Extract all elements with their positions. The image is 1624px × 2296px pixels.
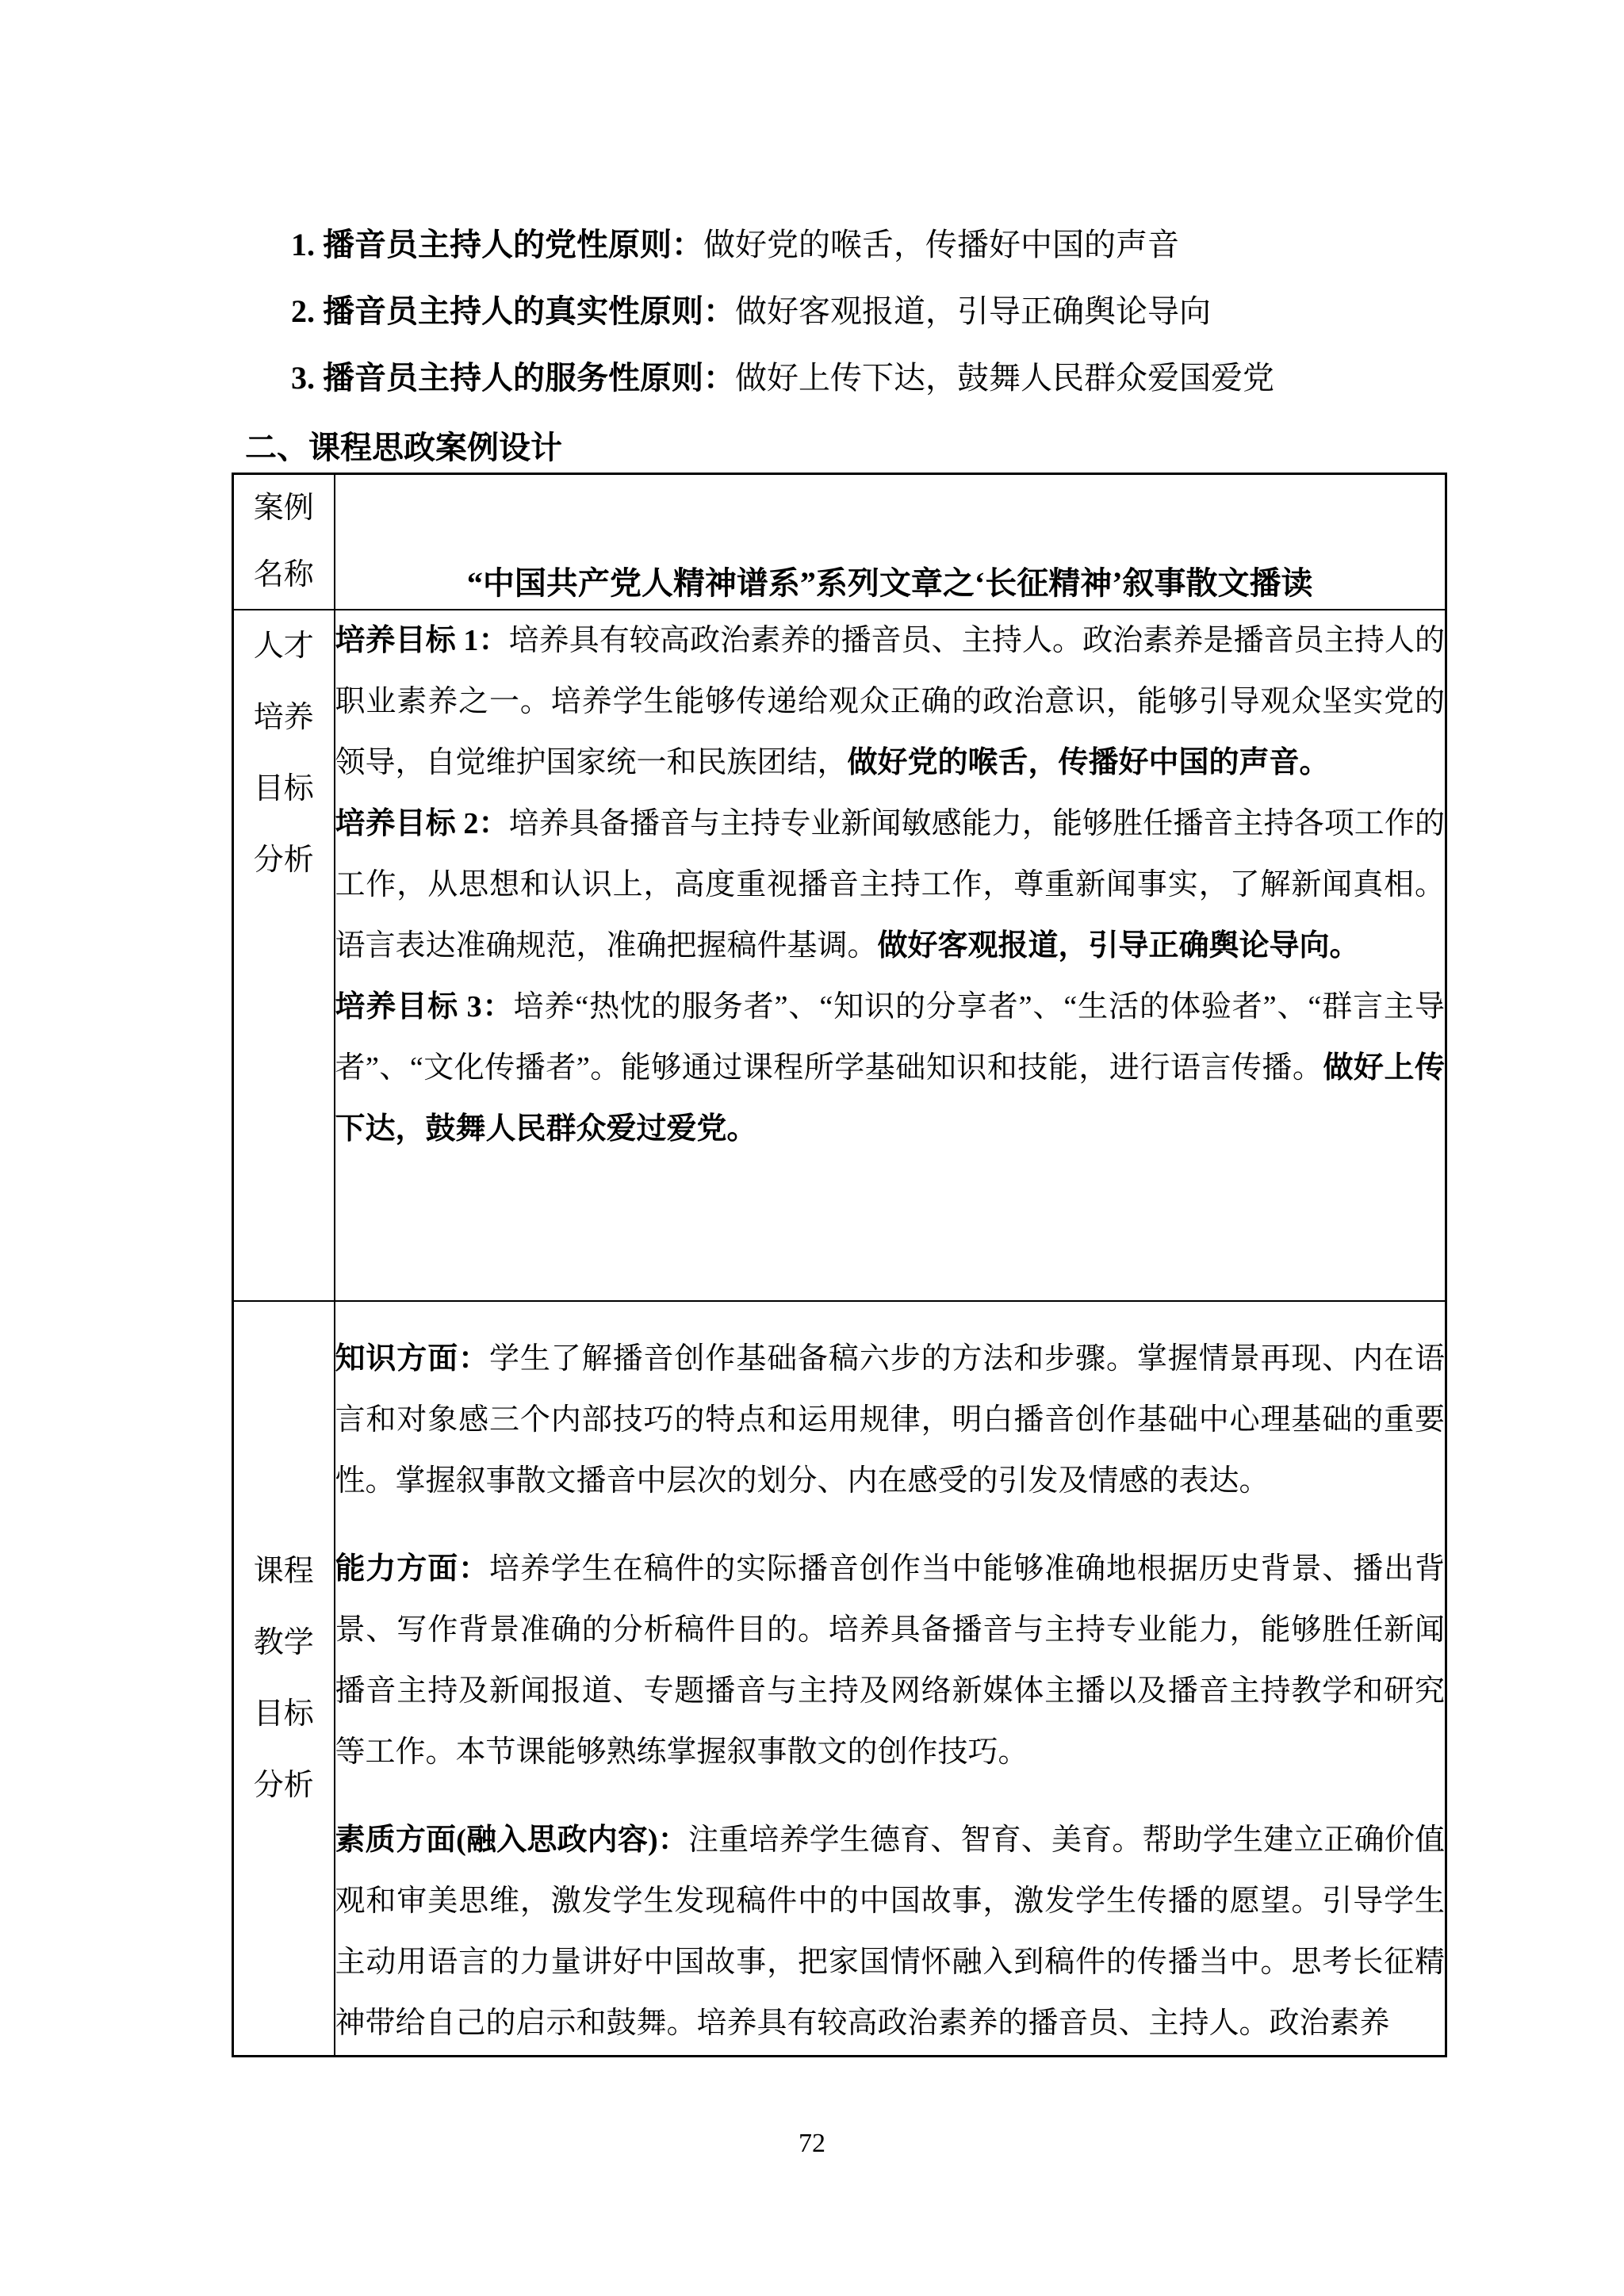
principle-label: 2. 播音员主持人的真实性原则： [291, 293, 735, 329]
bold-run: 知识方面： [335, 1341, 489, 1376]
row-header-line: 分析 [253, 843, 314, 877]
principle-item [291, 287, 1624, 336]
row-header-line: 目标 [253, 771, 314, 806]
paragraph [335, 1539, 1446, 1783]
case-table-body [233, 474, 1446, 2057]
bold-run: 做好上传下达，鼓舞人民群众爱过爱党。 [335, 1050, 1445, 1146]
principle-item [291, 354, 1624, 403]
bold-run: 做好客观报道，引导正确舆论导向。 [877, 928, 1360, 962]
row-content-talent-goal-analysis [335, 610, 1446, 1301]
table-row-case-name [233, 474, 1446, 610]
row-header-line: 教学 [253, 1625, 314, 1659]
bold-run: 培养目标 2： [335, 806, 509, 840]
bold-run: 培养目标 3： [335, 989, 514, 1024]
page-number: 72 [799, 2129, 825, 2158]
row-header-course-goal-analysis [233, 1301, 335, 2057]
row-header-line: 分析 [253, 1768, 314, 1802]
row-header-talent-goal-analysis [233, 610, 335, 1301]
text-run: 培养“热忱的服务者”、“知识的分享者”、“生活的体验者”、“群言主导者”、“文化传播者”。能够通过课程所学基础知识和技能，进行语言传播。 [335, 989, 1445, 1085]
table-row-course-goal-analysis [233, 1301, 1446, 2057]
paragraph [335, 977, 1446, 1160]
row-header-line: 目标 [253, 1697, 314, 1731]
row-header-line: 培养 [253, 700, 314, 734]
principle-label: 3. 播音员主持人的服务性原则： [291, 360, 735, 396]
row-header-case-name [233, 474, 335, 610]
text-run: 学生了解播音创作基础备稿六步的方法和步骤。掌握情景再现、内在语言和对象感三个内部技巧的特点和运用规律，明白播音创作基础中心理基础的重要性。掌握叙事散文播音中层次的划分、内在感受的引发及情感的表达。 [335, 1341, 1445, 1498]
bold-run: 培养目标 1： [335, 623, 509, 657]
paragraph [335, 1810, 1446, 2054]
row-content-case-name [335, 474, 1446, 610]
bold-run: 素质方面(融入思政内容)： [335, 1823, 688, 1857]
text-run: 培养学生在稿件的实际播音创作当中能够准确地根据历史背景、播出背景、写作背景准确的分析稿件目的。培养具备播音与主持专业能力，能够胜任新闻播音主持及新闻报道、专题播音与主持及网络新媒体主播以及播音主持教学和研究等工作。本节课能够熟练掌握叙事散文的创作技巧。 [335, 1552, 1445, 1769]
principle-text: 做好客观报道，引导正确舆论导向 [735, 293, 1211, 329]
principle-item [291, 220, 1624, 270]
bold-run: 做好党的喉舌，传播好中国的声音。 [847, 745, 1330, 779]
principle-text: 做好党的喉舌，传播好中国的声音 [703, 227, 1179, 262]
text-run: 注重培养学生德育、智育、美育。帮助学生建立正确价值观和审美思维，激发学生发现稿件中的中国故事，激发学生传播的愿望。引导学生主动用语言的力量讲好中国故事，把家国情怀融入到稿件的传播当中。思考长征精神带给自己的启示和鼓舞。培养具有较高政治素养的播音员、主持人。政治素养 [335, 1823, 1445, 2040]
text-run: 培养具备播音与主持专业新闻敏感能力，能够胜任播音主持各项工作的工作，从思想和认识上，高度重视播音主持工作，尊重新闻事实，了解新闻真相。语言表达准确规范，准确把握稿件基调。 [335, 806, 1445, 962]
table-row-talent-goal-analysis [233, 610, 1446, 1301]
section-heading: 二、课程思政案例设计 [245, 430, 562, 465]
row-header-line: 案例 [253, 492, 314, 526]
bold-run: “中国共产党人精神谱系”系列文章之‘长征精神’叙事散文播读 [466, 564, 1313, 601]
principle-label: 1. 播音员主持人的党性原则： [291, 227, 703, 262]
principle-text: 做好上传下达，鼓舞人民群众爱国爱党 [735, 360, 1274, 396]
bold-run: 能力方面： [335, 1552, 489, 1586]
principles-list [0, 0, 1624, 403]
row-header-line: 人才 [253, 629, 314, 663]
text-run: 培养具有较高政治素养的播音员、主持人。政治素养是播音员主持人的职业素养之一。培养学生能够传递给观众正确的政治意识，能够引导观众坚实党的领导，自觉维护国家统一和民族团结， [335, 623, 1445, 779]
case-design-table [232, 473, 1447, 2057]
paragraph [335, 610, 1446, 794]
paragraph [335, 794, 1446, 977]
paragraph [335, 558, 1446, 609]
row-content-course-goal-analysis [335, 1301, 1446, 2057]
paragraph [335, 1329, 1446, 1512]
row-header-line: 课程 [253, 1554, 314, 1588]
row-header-line: 名称 [253, 558, 314, 592]
